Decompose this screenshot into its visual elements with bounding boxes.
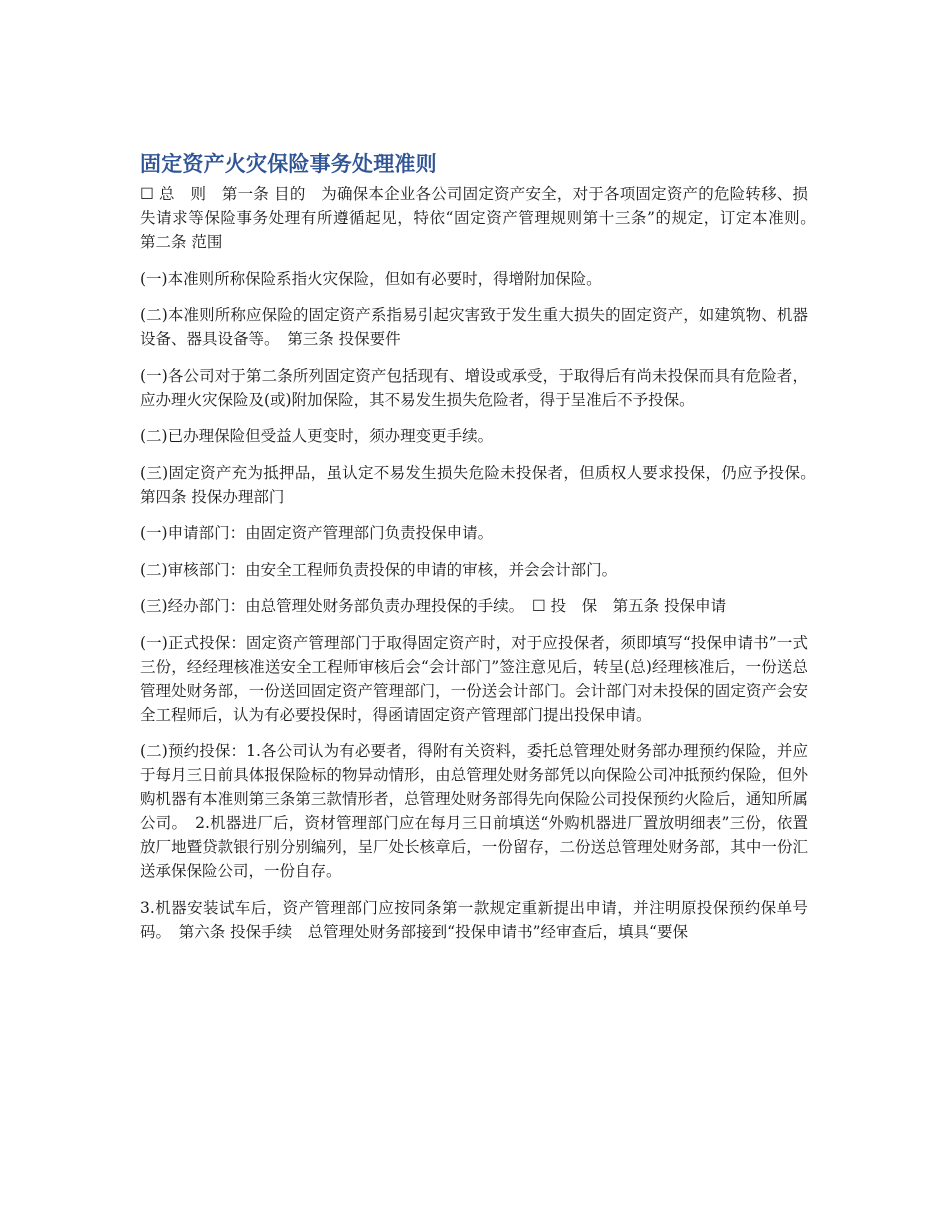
paragraph: (一)申请部门：由固定资产管理部门负责投保申请。 xyxy=(140,524,494,542)
paragraph-general-provisions: ☐ 总 则 第一条 目的 为确保本企业各公司固定资产安全，对于各项固定资产的危险转移、损失请求等保险事务处理有所遵循起见，特依“固定资产管理规则第十三条”的规定，订定本准则。 第二条 范围 xyxy=(140,185,824,251)
paragraph: (三)固定资产充为抵押品，虽认定不易发生损失危险未投保者，但质权人要求投保，仍应予投保。 第四条 投保办理部门 xyxy=(140,463,824,506)
document-body xyxy=(140,148,824,956)
document-title: 固定资产火灾保险事务处理准则 xyxy=(140,152,437,176)
paragraph: (一)正式投保：固定资产管理部门于取得固定资产时，对于应投保者，须即填写“投保申请书”一式三份，经经理核准送安全工程师审核后会“会计部门”签注意见后，转呈(总)经理核准后，一份送总管理处财务部，一份送回固定资产管理部门，一份送会计部门。会计部门对未投保的固定资产会安全工程师后，认为有必要投保时，得函请固定资产管理部门提出投保申请。 xyxy=(140,633,808,724)
paragraph: (二)审核部门：由安全工程师负责投保的申请的审核，并会会计部门。 xyxy=(140,560,618,579)
paragraph: (一)本准则所称保险系指火灾保险，但如有必要时，得增附加保险。 xyxy=(140,269,602,288)
paragraph: 3.机器安装试车后，资产管理部门应按同条第一款规定重新提出申请，并注明原投保预约保单号码。 第六条 投保手续 总管理处财务部接到“投保申请书”经审查后，填具“要保 xyxy=(140,898,808,941)
paragraph: (一)各公司对于第二条所列固定资产包括现有、增设或承受，于取得后有尚未投保而具有危险者，应办理火灾保险及(或)附加保险，其不易发生损失危险者，得于呈准后不予投保。 xyxy=(140,366,808,409)
paragraph: (二)已办理保险但受益人更变时，须办理变更手续。 xyxy=(140,427,494,445)
paragraph: (二)预约投保：1.各公司认为有必要者，得附有关资料，委托总管理处财务部办理预约保险，并应于每月三日前具体报保险标的物异动情形，由总管理处财务部凭以向保险公司冲抵预约保险，但外购机器有本准则第三条第三款情形者，总管理处财务部得先向保险公司投保预约火险后，通知所属公司。 2.机器进厂后，资材管理部门应在每月三日前填送“外购机器进厂置放明细表”三份，依置放厂地暨贷款银行别分别编列，呈厂处长核章后，一份留存，二份送总管理处财务部，其中一份汇送承保保险公司，一份自存。 xyxy=(140,742,808,880)
paragraph: (二)本准则所称应保险的固定资产系指易引起灾害致于发生重大损失的固定资产，如建筑物、机器设备、器具设备等。 第三条 投保要件 xyxy=(140,306,808,348)
paragraph: (三)经办部门：由总管理处财务部负责办理投保的手续。 ☐ 投 保 第五条 投保申请 xyxy=(140,597,727,615)
